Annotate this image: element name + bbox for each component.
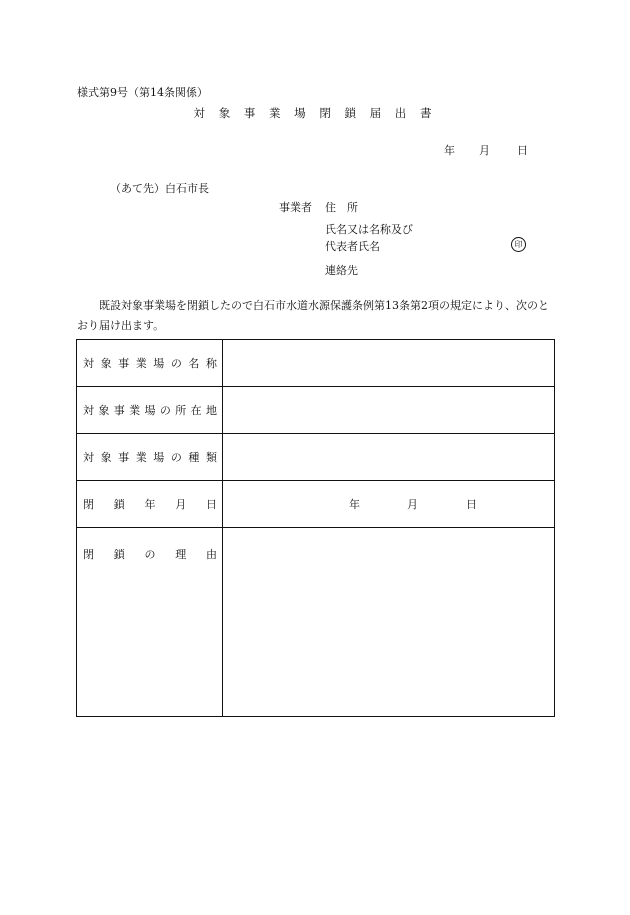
closure-date-parts <box>223 496 554 512</box>
document-title: 対 象 事 業 場 閉 鎖 届 出 書 <box>193 106 437 120</box>
address-label: 住 所 <box>325 201 358 214</box>
table-row <box>77 387 555 434</box>
addressee: （あて先）白石市長 <box>110 182 209 195</box>
date-day-label: 日 <box>517 144 528 157</box>
submission-date <box>444 142 528 158</box>
row-label-closure-reason <box>77 528 223 717</box>
closure-date-field[interactable] <box>223 481 555 528</box>
row-label: 閉 鎖 の 理 由 <box>83 548 217 561</box>
row-label: 対 象 事 業 場 の 種 類 <box>83 451 217 464</box>
contact-label: 連絡先 <box>325 264 358 277</box>
facility-name-field[interactable] <box>223 340 555 387</box>
table-row <box>77 434 555 481</box>
row-label-facility-name <box>77 340 223 387</box>
closure-day-label: 日 <box>466 498 477 511</box>
table-row <box>77 528 555 717</box>
date-year-label: 年 <box>444 144 455 157</box>
row-label-facility-type <box>77 434 223 481</box>
facility-location-field[interactable] <box>223 387 555 434</box>
table-row <box>77 481 555 528</box>
row-label-closure-date <box>77 481 223 528</box>
table-row <box>77 340 555 387</box>
business-label: 事業者 <box>279 201 312 214</box>
row-label-facility-location <box>77 387 223 434</box>
seal-mark: 印 <box>511 237 526 252</box>
closure-reason-field[interactable] <box>223 528 555 717</box>
facility-type-field[interactable] <box>223 434 555 481</box>
row-label: 閉 鎖 年 月 日 <box>83 498 217 511</box>
closure-month-label: 月 <box>407 498 418 511</box>
notification-table <box>76 339 555 717</box>
row-label: 対 象 事 業 場 の 所 在 地 <box>83 404 217 417</box>
body-text: 既設対象事業場を閉鎖したので白石市水道水源保護条例第13条第2項の規定により、次のとおり届け出ます。 <box>77 299 549 332</box>
date-month-label: 月 <box>479 144 490 157</box>
closure-year-label: 年 <box>349 498 360 511</box>
row-label: 対 象 事 業 場 の 名 称 <box>83 357 217 370</box>
form-number: 様式第9号（第14条関係） <box>77 86 208 99</box>
name-label-line1: 氏名又は名称及び <box>325 223 413 236</box>
name-label-line2: 代表者氏名 <box>325 240 380 253</box>
